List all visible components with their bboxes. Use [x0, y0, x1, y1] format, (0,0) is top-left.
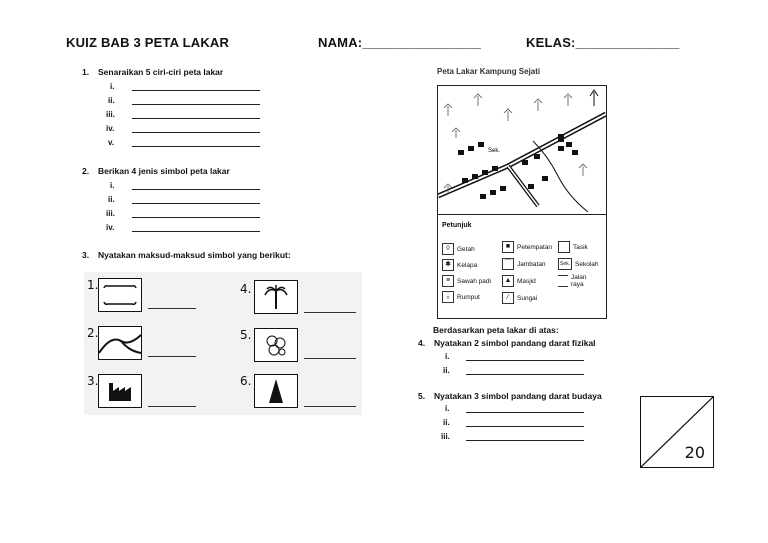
q1-item-2: ii.	[108, 96, 115, 105]
q5-item-2: ii.	[443, 418, 450, 427]
quiz-title: KUIZ BAB 3 PETA LAKAR	[66, 35, 230, 50]
symbol-number-4: 4.	[240, 282, 252, 296]
q5-item-3: iii.	[441, 432, 450, 441]
map-caption: Berdasarkan peta lakar di atas:	[433, 325, 559, 335]
answer-line[interactable]	[466, 440, 584, 441]
legend-label: Sungai	[517, 294, 538, 302]
name-label: NAMA:________________	[318, 35, 482, 50]
legend-label: Jalan raya	[571, 274, 587, 288]
q2-item-4: iv.	[106, 223, 115, 232]
legend-label: Jambatan	[517, 260, 546, 268]
rubber-tree-icon: ◊	[442, 243, 454, 255]
road-icon	[558, 275, 568, 287]
legend-item-getah	[442, 243, 475, 255]
question-3-number: 3.	[82, 250, 90, 260]
answer-line[interactable]	[132, 217, 260, 218]
answer-line[interactable]	[132, 118, 260, 119]
paddy-field-icon: ≡	[442, 275, 454, 287]
factory-symbol-icon	[98, 374, 142, 408]
road-symbol-icon	[98, 278, 142, 312]
pond-icon	[558, 241, 570, 253]
answer-line[interactable]	[304, 358, 356, 359]
answer-line[interactable]	[132, 189, 260, 190]
hill-symbol-icon	[254, 374, 298, 408]
legend-label: Kelapa	[457, 261, 478, 269]
symbol-number-3: 3.	[87, 374, 99, 388]
question-2-number: 2.	[82, 166, 90, 176]
q2-item-3: iii.	[106, 209, 115, 218]
class-label: KELAS:______________	[526, 35, 680, 50]
q1-item-4: iv.	[106, 124, 115, 133]
answer-line[interactable]	[466, 412, 584, 413]
shrub-symbol-icon	[254, 328, 298, 362]
q1-item-3: iii.	[106, 110, 115, 119]
bridge-icon: ⌒	[502, 258, 514, 270]
river-icon: ∕	[502, 292, 514, 304]
legend-item-petempatan	[502, 241, 552, 253]
question-1-number: 1.	[82, 67, 90, 77]
symbol-number-5: 5.	[240, 328, 252, 342]
legend-item-masjid	[502, 275, 536, 287]
question-4	[418, 338, 596, 348]
legend-item-sekolah	[558, 258, 599, 270]
legend-item-rumput	[442, 291, 480, 303]
answer-line[interactable]	[148, 356, 196, 357]
palm-tree-symbol-icon	[254, 280, 298, 314]
map-title: Peta Lakar Kampung Sejati	[437, 67, 541, 76]
river-symbol-icon	[98, 326, 142, 360]
legend-title: Petunjuk	[442, 222, 472, 229]
question-2	[82, 166, 230, 176]
symbol-panel	[84, 272, 362, 415]
legend-label: Getah	[457, 245, 475, 253]
answer-line[interactable]	[132, 132, 260, 133]
mosque-icon: ▲	[502, 275, 514, 287]
school-icon: Sek.	[558, 258, 572, 270]
legend-label: Sawah padi	[457, 277, 491, 285]
settlement-icon: ■	[502, 241, 514, 253]
legend-label: Rumput	[457, 293, 480, 301]
legend-item-jambatan	[502, 258, 546, 270]
q5-item-1: i.	[445, 404, 450, 413]
map-drawing	[438, 86, 606, 212]
symbol-number-2: 2.	[87, 326, 99, 340]
score-box	[640, 396, 714, 468]
question-5-text: Nyatakan 3 simbol pandang darat budaya	[434, 391, 602, 401]
legend-label: Tasik	[573, 243, 588, 251]
answer-line[interactable]	[466, 360, 584, 361]
question-2-text: Berikan 4 jenis simbol peta lakar	[98, 166, 230, 176]
question-1-text: Senaraikan 5 ciri-ciri peta lakar	[98, 67, 224, 77]
legend-item-jalan-raya	[558, 274, 597, 288]
sketch-map	[437, 85, 607, 319]
question-3-text: Nyatakan maksud-maksud simbol yang berikut:	[98, 250, 291, 260]
answer-line[interactable]	[132, 146, 260, 147]
coconut-tree-icon: ✱	[442, 259, 454, 271]
answer-line[interactable]	[148, 308, 196, 309]
q2-item-2: ii.	[108, 195, 115, 204]
q1-item-1: i.	[110, 82, 115, 91]
symbol-number-6: 6.	[240, 374, 252, 388]
legend-label: Petempatan	[517, 243, 553, 251]
answer-line[interactable]	[466, 374, 584, 375]
legend-item-sungai	[502, 292, 537, 304]
answer-line[interactable]	[132, 90, 260, 91]
answer-line[interactable]	[132, 104, 260, 105]
question-5-number: 5.	[418, 391, 426, 401]
symbol-number-1: 1.	[87, 278, 99, 292]
grass-icon: ᵥ	[442, 291, 454, 303]
question-3	[82, 250, 291, 260]
answer-line[interactable]	[304, 406, 356, 407]
answer-line[interactable]	[132, 203, 260, 204]
question-1	[82, 67, 223, 77]
q4-item-1: i.	[445, 352, 450, 361]
q2-item-1: i.	[110, 181, 115, 190]
legend-item-sawah	[442, 275, 491, 287]
score-total: 20	[684, 443, 705, 462]
answer-line[interactable]	[148, 406, 196, 407]
answer-line[interactable]	[304, 312, 356, 313]
q1-item-5: v.	[108, 138, 115, 147]
answer-line[interactable]	[132, 231, 260, 232]
question-4-number: 4.	[418, 338, 426, 348]
legend-item-tasik	[558, 241, 588, 253]
legend-label: Masjid	[517, 277, 536, 285]
question-5	[418, 391, 602, 401]
map-school-label: Sek.	[488, 148, 501, 154]
answer-line[interactable]	[466, 426, 584, 427]
q4-item-2: ii.	[443, 366, 450, 375]
question-4-text: Nyatakan 2 simbol pandang darat fizikal	[434, 338, 596, 348]
legend-label: Sekolah	[575, 260, 599, 268]
legend-item-kelapa	[442, 259, 477, 271]
